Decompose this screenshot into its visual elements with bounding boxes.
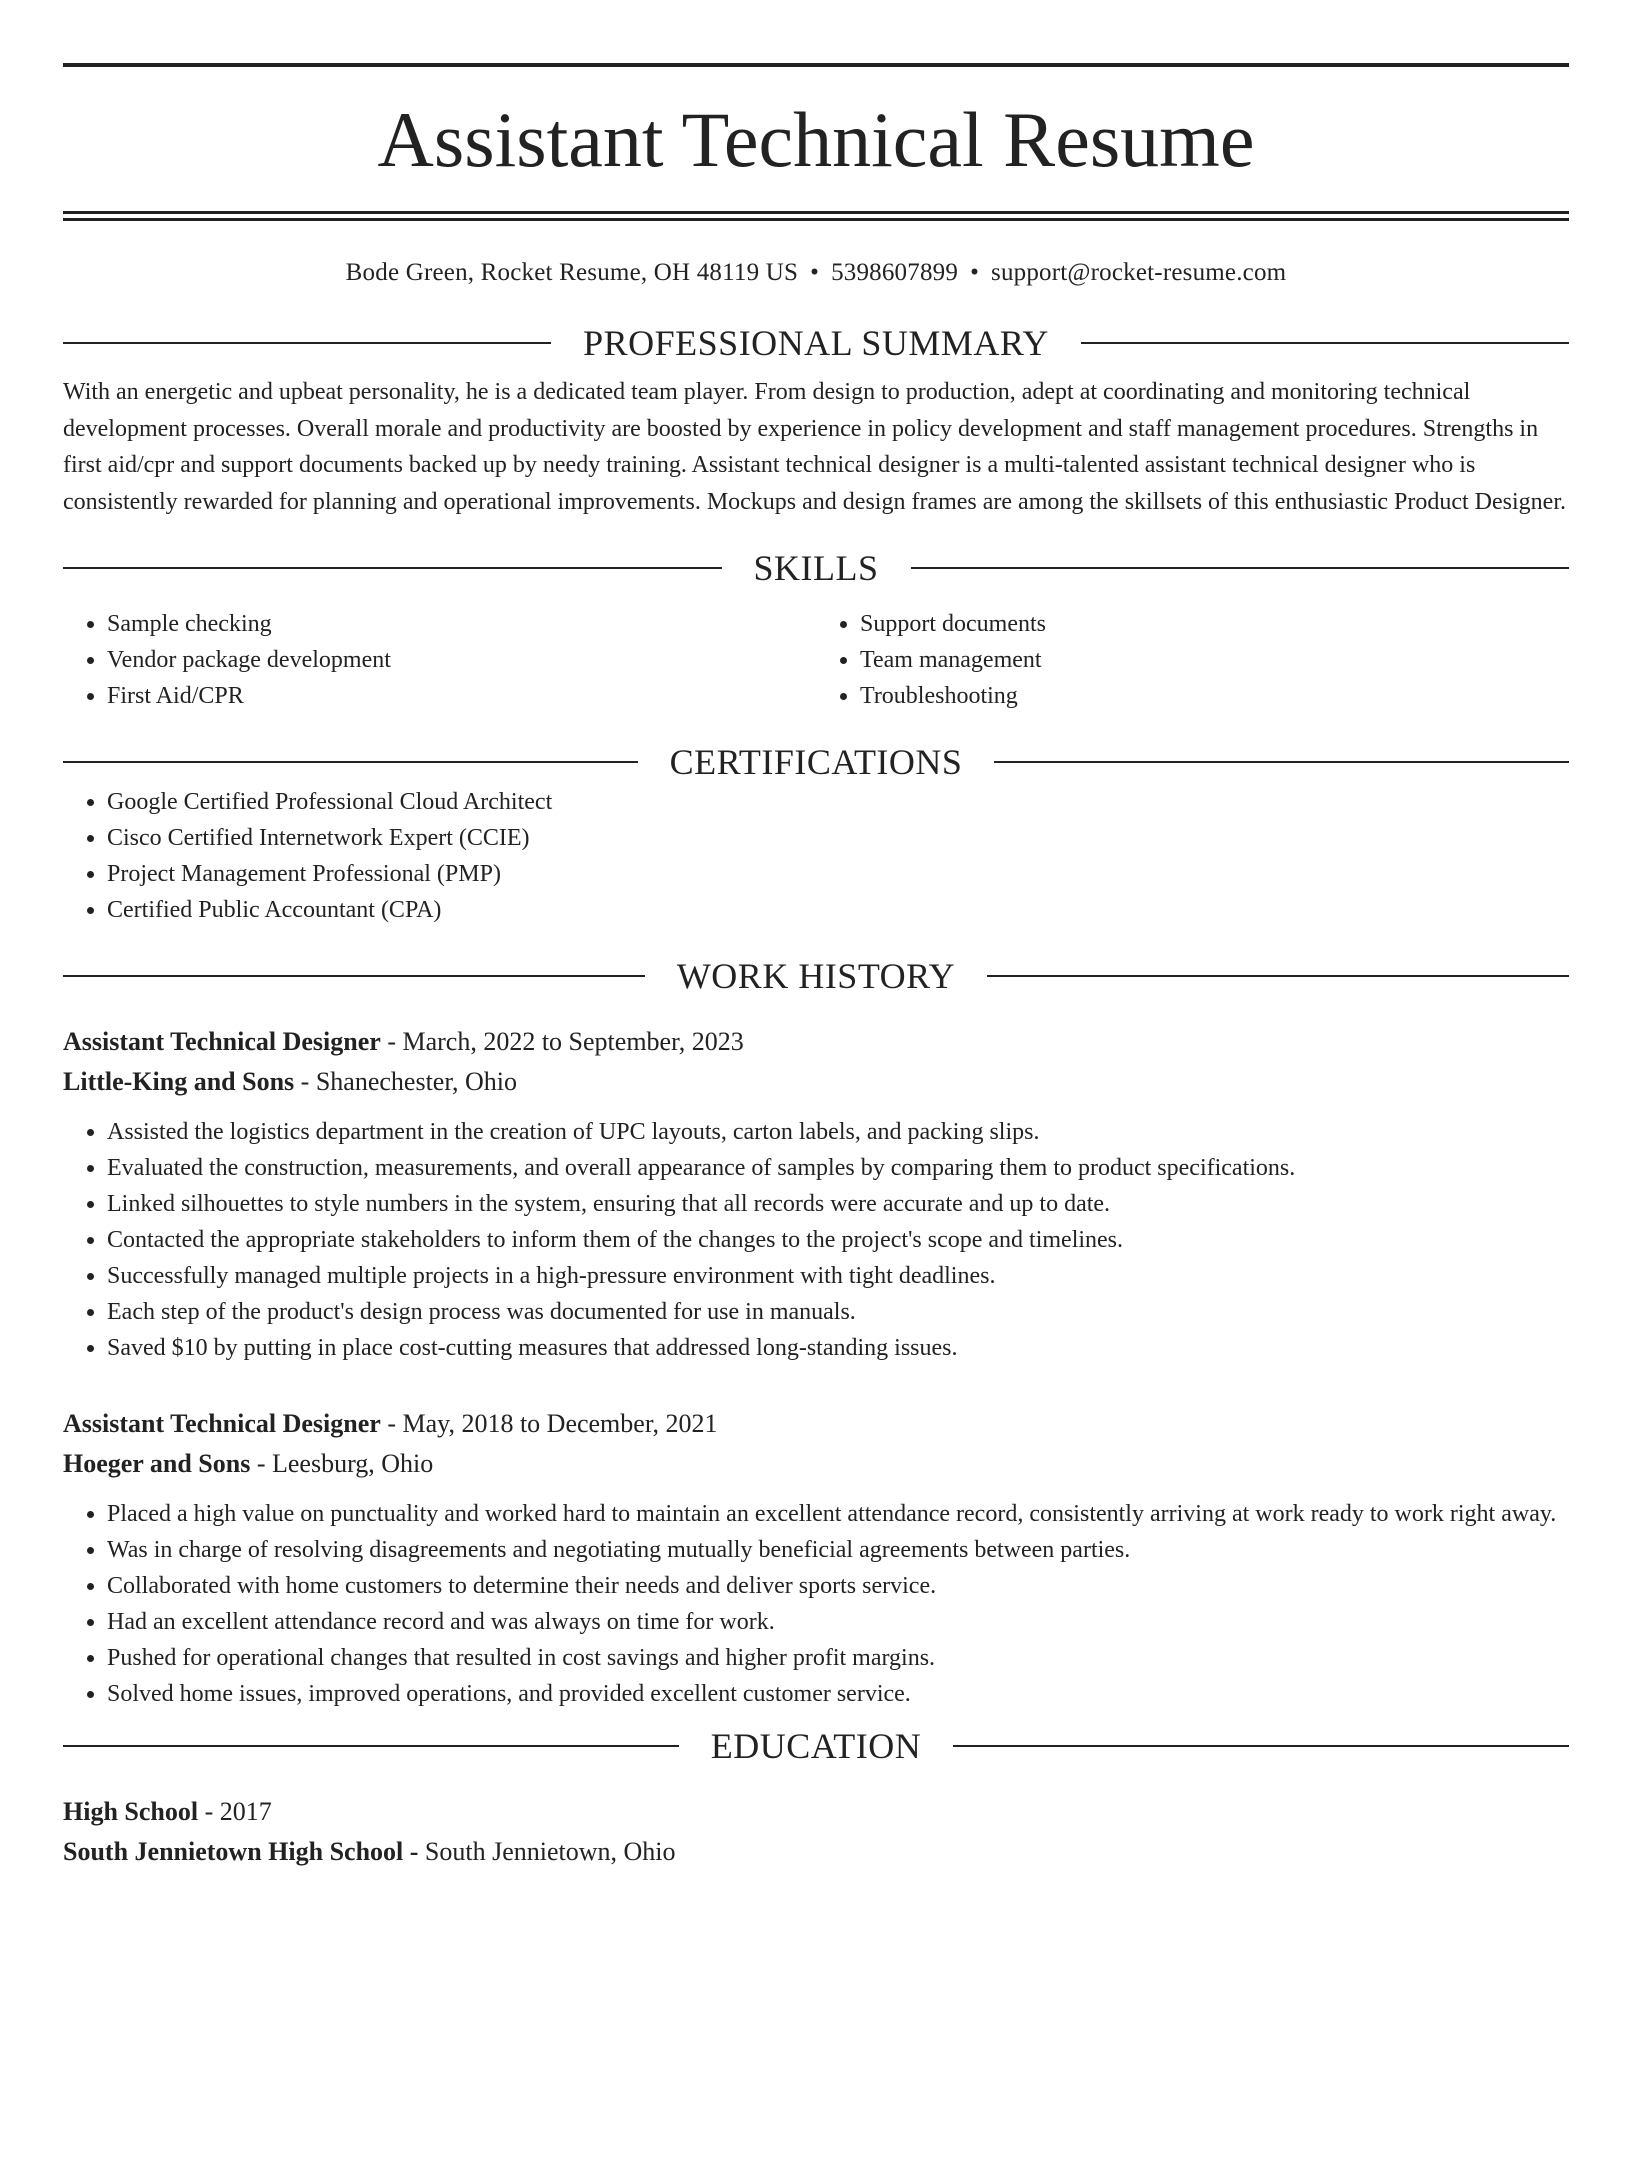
resume-page (0, 63, 1632, 2175)
list-item: • First Aid/CPR (107, 678, 816, 714)
skills-list-right (816, 606, 1569, 714)
list-item: • Evaluated the construction, measurements, and overall appearance of samples by comparing them to product specifications. (107, 1150, 1569, 1186)
job-bullets (63, 1114, 1569, 1366)
job-bullets (63, 1496, 1569, 1712)
list-item: • Saved $10 by putting in place cost-cutting measures that addressed long-standing issues. (107, 1330, 1569, 1366)
education-dash: - (403, 1837, 425, 1866)
contact-separator: • (970, 259, 980, 286)
education-degree: High School (63, 1797, 199, 1826)
list-item: • Google Certified Professional Cloud Architect (107, 784, 1569, 820)
section-heading-summary (63, 321, 1569, 365)
heading-rule (63, 567, 722, 569)
section-title: PROFESSIONAL SUMMARY (583, 323, 1049, 363)
list-item: • Contacted the appropriate stakeholders to inform them of the changes to the project's scope and timelines. (107, 1222, 1569, 1258)
section-heading-certifications (63, 740, 1569, 784)
list-item: • Sample checking (107, 606, 816, 642)
job-location: - Shanechester, Ohio (300, 1067, 517, 1096)
job-dates: - May, 2018 to December, 2021 (387, 1409, 718, 1438)
list-item: • Project Management Professional (PMP) (107, 856, 1569, 892)
job-title: Assistant Technical Designer (63, 1027, 381, 1056)
heading-rule (63, 761, 638, 763)
section-heading-education (63, 1724, 1569, 1768)
page-title: Assistant Technical Resume (377, 96, 1255, 183)
section-heading-skills (63, 546, 1569, 590)
contact-phone: 5398607899 (831, 259, 959, 286)
contact-line (63, 257, 1569, 289)
list-item: • Assisted the logistics department in the creation of UPC layouts, carton labels, and packing slips. (107, 1114, 1569, 1150)
section-title: SKILLS (753, 548, 879, 588)
list-item: • Vendor package development (107, 642, 816, 678)
education-year: - 2017 (204, 1797, 272, 1826)
job-company: Little-King and Sons (63, 1067, 295, 1096)
list-item: • Cisco Certified Internetwork Expert (CCIE) (107, 820, 1569, 856)
education-entry (63, 1792, 1569, 1872)
skills-columns (63, 606, 1569, 714)
heading-rule (63, 342, 551, 344)
top-rule (63, 63, 1569, 67)
section-title: CERTIFICATIONS (669, 742, 963, 782)
job-dates: - March, 2022 to September, 2023 (387, 1027, 744, 1056)
list-item: • Placed a high value on punctuality and worked hard to maintain an excellent attendance record, consistently arriving at work ready to work right away. (107, 1496, 1569, 1532)
list-item: • Each step of the product's design process was documented for use in manuals. (107, 1294, 1569, 1330)
list-item: • Pushed for operational changes that resulted in cost savings and higher profit margins. (107, 1640, 1569, 1676)
job-title-line (63, 1404, 1569, 1444)
list-item: • Troubleshooting (860, 678, 1569, 714)
list-item: • Linked silhouettes to style numbers in the system, ensuring that all records were accurate and up to date. (107, 1186, 1569, 1222)
education-school: South Jennietown High School (63, 1837, 404, 1866)
job-company: Hoeger and Sons (63, 1449, 251, 1478)
education-degree-line (63, 1792, 1569, 1832)
job-company-line (63, 1444, 1569, 1484)
education-location: South Jennietown, Ohio (424, 1837, 676, 1866)
job-entry (63, 1404, 1569, 1712)
list-item: • Certified Public Accountant (CPA) (107, 892, 1569, 928)
skills-list-left (63, 606, 816, 714)
list-item: • Team management (860, 642, 1569, 678)
job-location: - Leesburg, Ohio (256, 1449, 434, 1478)
heading-rule (63, 975, 645, 977)
summary-text: With an energetic and upbeat personality, he is a dedicated team player. From design to production, adept at coordinating and monitoring technical development processes. Overall morale and productivity are boosted by experience in policy development and staff management procedures. Strengths in first aid/cpr and support documents backed up by needy training. Assistant technical designer is a multi-talented assistant technical designer who is consistently rewarded for planning and operational improvements. Mockups and design frames are among the skillsets of this enthusiastic Product Designer. (63, 379, 1566, 515)
section-heading-work-history (63, 954, 1569, 998)
contact-address: Bode Green, Rocket Resume, OH 48119 US (345, 259, 799, 286)
heading-rule (63, 1745, 679, 1747)
job-entry (63, 1022, 1569, 1366)
heading-rule (953, 1745, 1569, 1747)
title-double-rule (63, 211, 1569, 221)
education-school-line (63, 1832, 1569, 1872)
list-item: • Solved home issues, improved operations, and provided excellent customer service. (107, 1676, 1569, 1712)
heading-rule (987, 975, 1569, 977)
contact-email: support@rocket-resume.com (991, 259, 1287, 286)
certifications-list (63, 784, 1569, 928)
job-title-line (63, 1022, 1569, 1062)
list-item: • Had an excellent attendance record and was always on time for work. (107, 1604, 1569, 1640)
section-title: WORK HISTORY (676, 956, 956, 996)
list-item: • Collaborated with home customers to determine their needs and deliver sports service. (107, 1568, 1569, 1604)
job-title: Assistant Technical Designer (63, 1409, 381, 1438)
list-item: • Successfully managed multiple projects in a high-pressure environment with tight deadlines. (107, 1258, 1569, 1294)
heading-rule (911, 567, 1570, 569)
contact-separator: • (810, 259, 820, 286)
heading-rule (994, 761, 1569, 763)
job-company-line (63, 1062, 1569, 1102)
section-title: EDUCATION (710, 1726, 922, 1766)
heading-rule (1081, 342, 1569, 344)
list-item: • Was in charge of resolving disagreements and negotiating mutually beneficial agreements between parties. (107, 1532, 1569, 1568)
list-item: • Support documents (860, 606, 1569, 642)
